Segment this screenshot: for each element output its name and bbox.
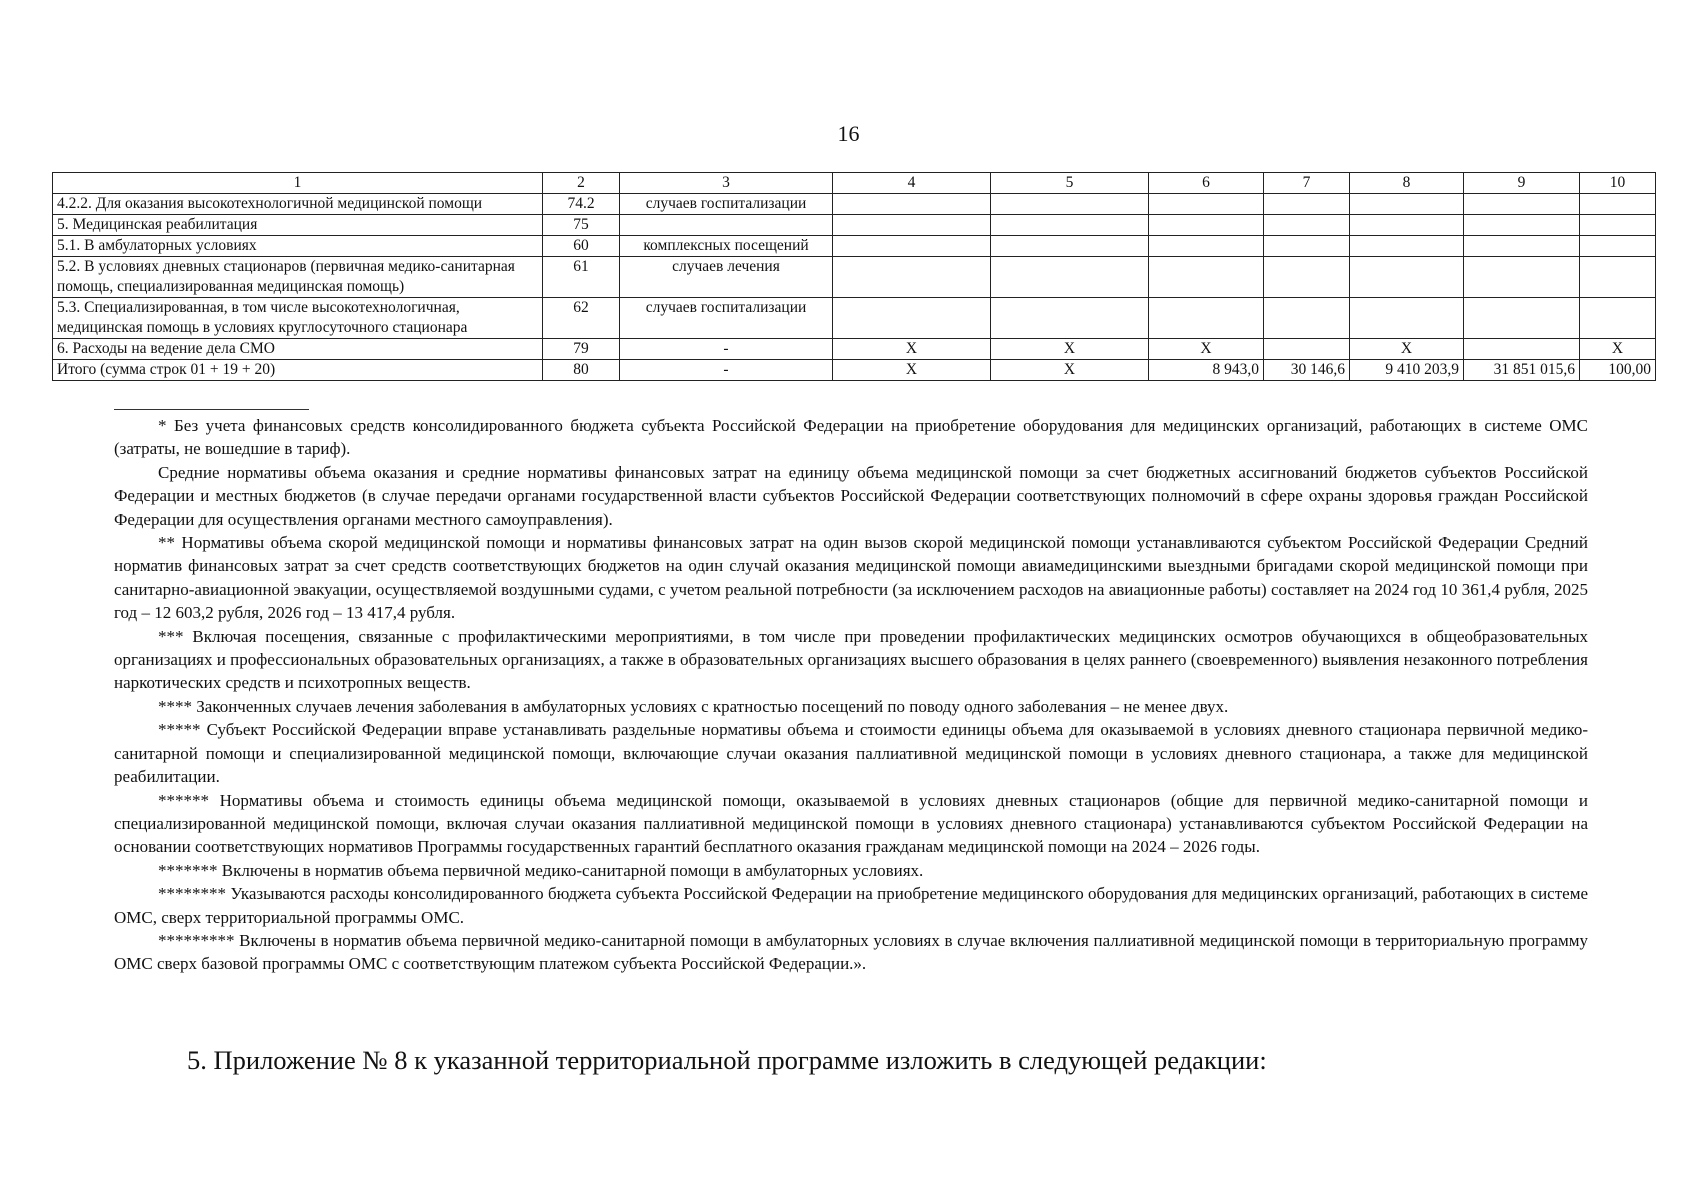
row-code: 75 — [543, 215, 620, 236]
row-code: 80 — [543, 360, 620, 381]
row-code: 60 — [543, 236, 620, 257]
table-cell — [1350, 215, 1464, 236]
footnotes — [114, 414, 1588, 976]
table-row — [53, 257, 1656, 298]
table-cell — [1464, 215, 1580, 236]
footnote: ** Нормативы объема скорой медицинской помощи и нормативы финансовых затрат на один вызов скорой медицинской помощи устанавливаются субъектом Российской Федерации Средний норматив финансовых затрат за счет средств соответствующих бюджетов на один случай оказания медицинской помощи авиамедицинскими выездными бригадами скорой медицинской помощи при санитарно-авиационной эвакуации, осуществляемой воздушными судами, с учетом реальной потребности (за исключением расходов на авиационные работы) составляет на 2024 год 10 361,4 рубля, 2025 год – 12 603,2 рубля, 2026 год – 13 417,4 рубля. — [114, 533, 1588, 623]
table-cell: X — [833, 360, 991, 381]
table-cell: X — [991, 339, 1149, 360]
table-cell — [833, 257, 991, 298]
table-row — [53, 215, 1656, 236]
table-cell — [1264, 298, 1350, 339]
table-cell: X — [1149, 339, 1264, 360]
table-total-row — [53, 360, 1656, 381]
table-cell — [1350, 257, 1464, 298]
row-label: 5.3. Специализированная, в том числе высокотехнологичная, медицинская помощь в условиях круглосуточного стационара — [53, 298, 543, 339]
table-cell — [1580, 257, 1656, 298]
table-cell — [1350, 298, 1464, 339]
table-cell: X — [991, 360, 1149, 381]
table-cell — [991, 194, 1149, 215]
table-cell — [1580, 194, 1656, 215]
table-cell — [991, 257, 1149, 298]
row-label: 4.2.2. Для оказания высокотехнологичной медицинской помощи — [53, 194, 543, 215]
footnote: *** Включая посещения, связанные с профилактическими мероприятиями, в том числе при проведении профилактических медицинских осмотров обучающихся в общеобразовательных организациях и профессиональных образовательных организациях, а также в образовательных организациях высшего образования в целях раннего (своевременного) выявления незаконного потребления наркотических средств и психотропных веществ. — [114, 626, 1588, 693]
table-cell — [991, 215, 1149, 236]
table-cell — [991, 298, 1149, 339]
table-cell — [1464, 194, 1580, 215]
row-label: Итого (сумма строк 01 + 19 + 20) — [53, 360, 543, 381]
table-row — [53, 194, 1656, 215]
column-header: 8 — [1350, 173, 1464, 194]
row-unit: случаев госпитализации — [620, 194, 833, 215]
table-row — [53, 298, 1656, 339]
table-cell — [1149, 194, 1264, 215]
row-code: 62 — [543, 298, 620, 339]
row-unit: комплексных посещений — [620, 236, 833, 257]
row-label: 6. Расходы на ведение дела СМО — [53, 339, 543, 360]
column-header: 4 — [833, 173, 991, 194]
table-cell — [1464, 236, 1580, 257]
row-label: 5.1. В амбулаторных условиях — [53, 236, 543, 257]
column-header: 5 — [991, 173, 1149, 194]
table-row — [53, 339, 1656, 360]
row-label: 5. Медицинская реабилитация — [53, 215, 543, 236]
table-cell — [1149, 215, 1264, 236]
table-cell — [833, 298, 991, 339]
table-cell: 30 146,6 — [1264, 360, 1350, 381]
table-cell — [1264, 257, 1350, 298]
column-header: 1 — [53, 173, 543, 194]
table-cell: 31 851 015,6 — [1464, 360, 1580, 381]
footnote-separator — [114, 409, 309, 410]
table-cell: X — [1580, 339, 1656, 360]
column-header: 9 — [1464, 173, 1580, 194]
footnote: ***** Субъект Российской Федерации вправе устанавливать раздельные нормативы объема и стоимости единицы объема для оказываемой в условиях дневного стационара первичной медико-санитарной помощи и специализированной медицинской помощи, включающие случаи оказания паллиативной медицинской помощи в условиях дневного стационара, а также для медицинской реабилитации. — [114, 720, 1588, 787]
column-header: 3 — [620, 173, 833, 194]
footnote: Средние нормативы объема оказания и средние нормативы финансовых затрат на единицу объема медицинской помощи за счет бюджетных ассигнований бюджетов субъектов Российской Федерации и местных бюджетов (в случае передачи органами государственной власти субъектов Российской Федерации соответствующих полномочий в сфере охраны здоровья граждан Российской Федерации для осуществления органами местного самоуправления). — [114, 462, 1588, 529]
table-cell — [1464, 257, 1580, 298]
row-code: 61 — [543, 257, 620, 298]
table-cell: 100,00 — [1580, 360, 1656, 381]
table-cell: X — [1350, 339, 1464, 360]
row-unit: - — [620, 360, 833, 381]
section-heading: 5. Приложение № 8 к указанной территориальной программе изложить в следующей редакции: — [187, 1045, 1267, 1075]
table-cell: X — [833, 339, 991, 360]
table-cell — [1149, 236, 1264, 257]
row-label: 5.2. В условиях дневных стационаров (первичная медико-санитарная помощь, специализированная медицинская помощь) — [53, 257, 543, 298]
row-unit: случаев госпитализации — [620, 298, 833, 339]
footnote: * Без учета финансовых средств консолидированного бюджета субъекта Российской Федерации на приобретение оборудования для медицинских организаций, работающих в системе ОМС (затраты, не вошедшие в тариф). — [114, 416, 1588, 459]
column-header: 10 — [1580, 173, 1656, 194]
table-cell — [1350, 194, 1464, 215]
table-cell — [1464, 298, 1580, 339]
table-cell — [1264, 339, 1350, 360]
table-cell — [833, 194, 991, 215]
table-cell — [1264, 215, 1350, 236]
standards-table — [52, 172, 1656, 381]
column-header: 6 — [1149, 173, 1264, 194]
row-code: 74.2 — [543, 194, 620, 215]
table-cell — [1149, 257, 1264, 298]
column-header: 2 — [543, 173, 620, 194]
table-cell — [1464, 339, 1580, 360]
table-cell — [1264, 236, 1350, 257]
table-cell: 9 410 203,9 — [1350, 360, 1464, 381]
table-cell — [991, 236, 1149, 257]
row-unit — [620, 215, 833, 236]
table-cell — [1264, 194, 1350, 215]
table-cell — [833, 215, 991, 236]
table-cell — [1580, 236, 1656, 257]
row-unit: случаев лечения — [620, 257, 833, 298]
table-cell — [1580, 298, 1656, 339]
footnote: ****** Нормативы объема и стоимость единицы объема медицинской помощи, оказываемой в условиях дневных стационаров (общие для первичной медико-санитарной помощи и специализированной медицинской помощи, включая случаи оказания паллиативной медицинской помощи в условиях дневного стационара) устанавливаются субъектом Российской Федерации на основании соответствующих нормативов Программы государственных гарантий бесплатного оказания гражданам медицинской помощи на 2024 – 2026 годы. — [114, 790, 1588, 857]
row-unit: - — [620, 339, 833, 360]
table-cell — [1350, 236, 1464, 257]
table-cell: 8 943,0 — [1149, 360, 1264, 381]
table-cell — [833, 236, 991, 257]
table-row — [53, 236, 1656, 257]
footnote: ******* Включены в норматив объема первичной медико-санитарной помощи в амбулаторных условиях. — [158, 860, 924, 880]
footnote: **** Законченных случаев лечения заболевания в амбулаторных условиях с кратностью посещений по поводу одного заболевания – не менее двух. — [158, 696, 1229, 716]
row-code: 79 — [543, 339, 620, 360]
footnote: ******** Указываются расходы консолидированного бюджета субъекта Российской Федерации на приобретение медицинского оборудования для медицинских организаций, работающих в системе ОМС, сверх территориальной программы ОМС. — [114, 884, 1588, 927]
column-header: 7 — [1264, 173, 1350, 194]
page-number: 16 — [837, 121, 860, 146]
table-header-row — [53, 173, 1656, 194]
footnote: ********* Включены в норматив объема первичной медико-санитарной помощи в амбулаторных условиях в случае включения паллиативной медицинской помощи в территориальную программу ОМС сверх базовой программы ОМС с соответствующим платежом субъекта Российской Федерации.». — [114, 930, 1588, 974]
table-cell — [1149, 298, 1264, 339]
table-cell — [1580, 215, 1656, 236]
